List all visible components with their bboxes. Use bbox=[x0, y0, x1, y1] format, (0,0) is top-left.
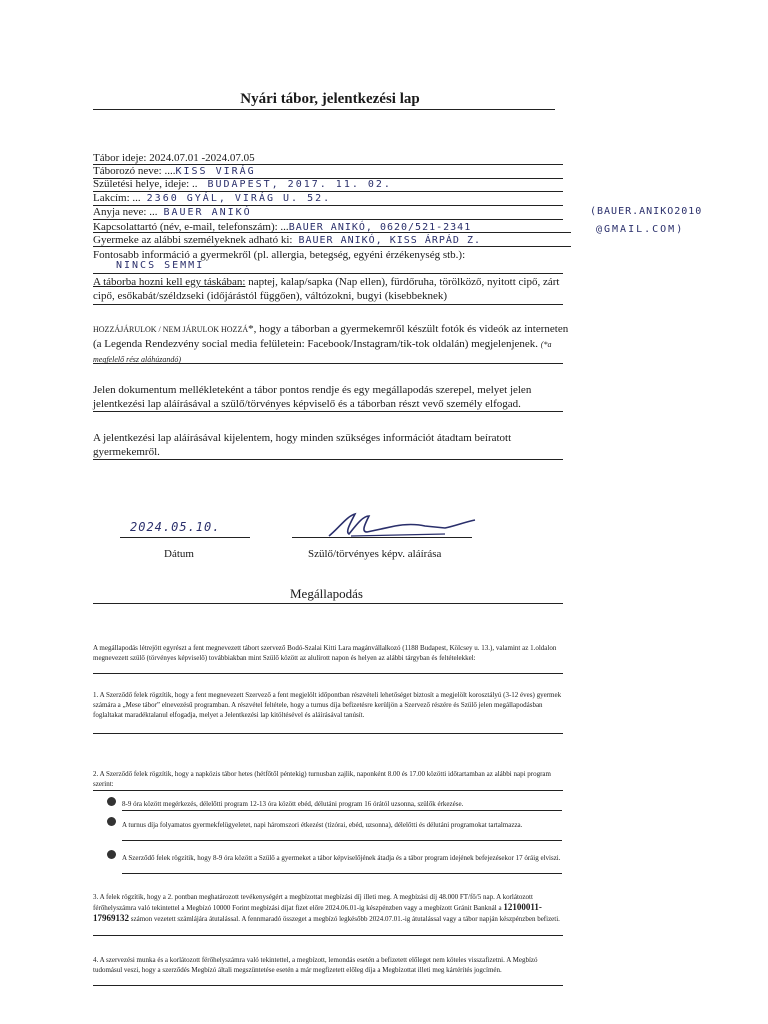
info-label: Fontosabb információ a gyermekről (pl. allergia, betegség, egyéni érzékenység stb.): bbox=[93, 249, 466, 261]
divider bbox=[93, 411, 563, 412]
consent-caps: HOZZÁJÁRULOK / NEM JÁRULOK HOZZÁ bbox=[93, 325, 249, 334]
bring-paragraph bbox=[93, 275, 563, 303]
agreement-point-4: 4. A szervezési munka és a korlátozott férőhelyszámra való tekintettel, a megbízott, lemondás esetén a befizetett előleget nem köteles visszafizetni. A Megbízó tudomásul veszi, hogy a szerződés Megbízó általi megszüntetése esetén a már megfizetett előleg díja a Megbízottat illeti meg kártérítés jogcímén. bbox=[93, 956, 538, 974]
contact-value: BAUER ANIKÓ, 0620/521-2341 bbox=[288, 222, 472, 233]
mother-value: BAUER ANIKÓ bbox=[163, 207, 252, 218]
divider bbox=[93, 363, 563, 364]
divider bbox=[93, 733, 563, 734]
point-3-text: 3. A felek rögzítik, hogy a 2. pontban meghatározott tevékenységért a megbízottat megbízási díj illeti meg. A megbízási díj 48.000 FT/fő/5 nap. A korlátozott férőhelyszámra való tekintettel a Megbízó 10000 Forint megbízási díjat fizet előre 2024.06.01-ig készpénzben vagy a megbízott Gránit Banknál a bbox=[93, 893, 533, 912]
divider bbox=[93, 935, 563, 936]
date-label: Dátum bbox=[164, 548, 194, 560]
point-3-text-end: számon vezetett számlájára átutalással. A fennmaradó összeget a megbízó legkésőbb 2024.07.01.-ig átutalással vagy a tábor napján készpénzben befizeti. bbox=[129, 915, 560, 923]
address-label: Lakcím: ... bbox=[93, 192, 141, 204]
agreement-point-3 bbox=[93, 892, 563, 924]
divider bbox=[122, 810, 562, 811]
signature-date-value: 2024.05.10. bbox=[130, 520, 221, 534]
declaration-paragraph: A jelentkezési lap aláírásával kijelentem, hogy minden szükséges információt átadtam beíratott gyermekemről. bbox=[93, 432, 512, 458]
camp-dates: Tábor ideje: 2024.07.01 -2024.07.05 bbox=[93, 152, 255, 164]
agreement-point-1: 1. A Szerződő felek rögzítik, hogy a fent megnevezett Szervező a fent megjelölt időpontban részvételi lehetőséget biztosít a megjelölt korosztályú (3-12 éves) gyermek számára a „Mese tábor” elnevezésű programban. A részvétel feltétele, hogy a turnus díja befizetésre kerüljön a Szervező részére és Szülő jelen megállapodásban foglaltakat maradéktalanul elfogadja, melyet a Jelentkezési lap kitöltésével és aláírásával tanúsít. bbox=[93, 691, 562, 719]
consent-note: (*a megfelelő rész aláhúzandó) bbox=[93, 340, 552, 364]
attachment-paragraph: Jelen dokumentum mellékleteként a tábor pontos rendje és egy megállapodás szerepel, melyet jelen jelentkezési lap aláírásával a szülő/törvényes képviselő és a táborban részt vevő személy elfogad. bbox=[93, 384, 532, 410]
divider bbox=[122, 873, 562, 874]
mother-label: Anyja neve: ... bbox=[93, 206, 158, 218]
mother-row bbox=[93, 205, 563, 220]
pickup-value: BAUER ANIKÓ, KISS ÁRPÁD Z. bbox=[298, 235, 481, 246]
divider bbox=[93, 985, 563, 986]
consent-paragraph bbox=[93, 322, 573, 367]
program-item: A turnus díja folyamatos gyermekfelügyeletet, napi háromszori étkezést (tízórai, ebéd, uzsonna), délelőtti és délutáni programokat tartalmazza. bbox=[122, 821, 523, 829]
divider bbox=[93, 673, 563, 674]
signature-label: Szülő/törvényes képv. aláírása bbox=[308, 548, 442, 560]
divider bbox=[93, 246, 571, 247]
divider bbox=[93, 790, 563, 791]
contact-email-line1: (BAUER.ANIKO2010 bbox=[590, 206, 703, 217]
agreement-point-2: 2. A Szerződő felek rögzítik, hogy a napközis tábor hetes (hétfőtől péntekig) turnusban zajlik, naponként 8.00 és 17.00 közötti időtartamban az alábbi napi program szerint: bbox=[93, 770, 551, 788]
address-value: 2360 GYÁL, VIRÁG U. 52. bbox=[146, 193, 332, 204]
pickup-label: Gyermeke az alábbi személyeknek adható ki: bbox=[93, 234, 293, 246]
camper-name-label: Táborozó neve: .... bbox=[93, 165, 176, 177]
bullet-icon bbox=[107, 850, 116, 859]
consent-text: *, hogy a táborban a gyermekemről készült fotók és videók az interneten (a Legenda Rendezvény social media felületein: Facebook/Instagram/tik-tok oldalán) megjelenjenek. bbox=[93, 323, 569, 350]
divider bbox=[122, 840, 562, 841]
agreement-title-underline bbox=[93, 603, 563, 604]
page-title: Nyári tábor, jelentkezési lap bbox=[240, 91, 420, 107]
contact-email-line2: @GMAIL.COM) bbox=[596, 224, 685, 235]
bullet-icon bbox=[107, 797, 116, 806]
divider bbox=[93, 459, 563, 460]
bullet-icon bbox=[107, 817, 116, 826]
divider bbox=[93, 273, 563, 274]
program-item: 8-9 óra között megérkezés, délelőtti program 12-13 óra között ebéd, délutáni program 16 órától uzsonna, szülők érkezése. bbox=[122, 800, 464, 808]
bank-account-number: 12100011-17969132 bbox=[93, 902, 542, 923]
date-line bbox=[120, 537, 250, 538]
agreement-title: Megállapodás bbox=[290, 586, 363, 601]
contact-label: Kapcsolattartó (név, e-mail, telefonszám): ... bbox=[93, 221, 289, 233]
signature-line bbox=[292, 537, 472, 538]
divider bbox=[93, 304, 563, 305]
info-value: NINCS SEMMI bbox=[116, 260, 205, 271]
camper-name-value: KISS VIRÁG bbox=[175, 166, 256, 177]
title-underline bbox=[93, 109, 555, 110]
birth-label: Születési helye, ideje: .. bbox=[93, 178, 198, 190]
signature-scribble bbox=[325, 510, 480, 540]
program-item: A Szerződő felek rögzítik, hogy 8-9 óra között a Szülő a gyermeket a tábor képviselőjének átadja és a tábor program idejének befejezésekor 17 óráig elviszi. bbox=[122, 854, 561, 862]
birth-row bbox=[93, 177, 563, 192]
agreement-intro: A megállapodás létrejött egyrészt a fent megnevezett tábort szervező Bodó-Szalai Kitti Lara magánvállalkozó (1188 Budapest, Kölcsey u. 13.), valamint az 1.oldalon megnevezett szülő (törvényes képviselő) továbbiakban mint Szülő között az alulírott napon és helyen az alábbi tárgyban és feltételekkel: bbox=[93, 644, 557, 662]
bring-items: naptej, kalap/sapka (Nap ellen), fürdőruha, törölköző, nyitott cipő, zárt cipő, esőkabát/széldzseki (időjárástól függően), váltózokni, bugyi (kisebbeknek) bbox=[93, 276, 560, 302]
address-row bbox=[93, 191, 563, 206]
birth-value: BUDAPEST, 2017. 11. 02. bbox=[207, 179, 392, 190]
bring-lead: A táborba hozni kell egy táskában: bbox=[93, 276, 246, 288]
